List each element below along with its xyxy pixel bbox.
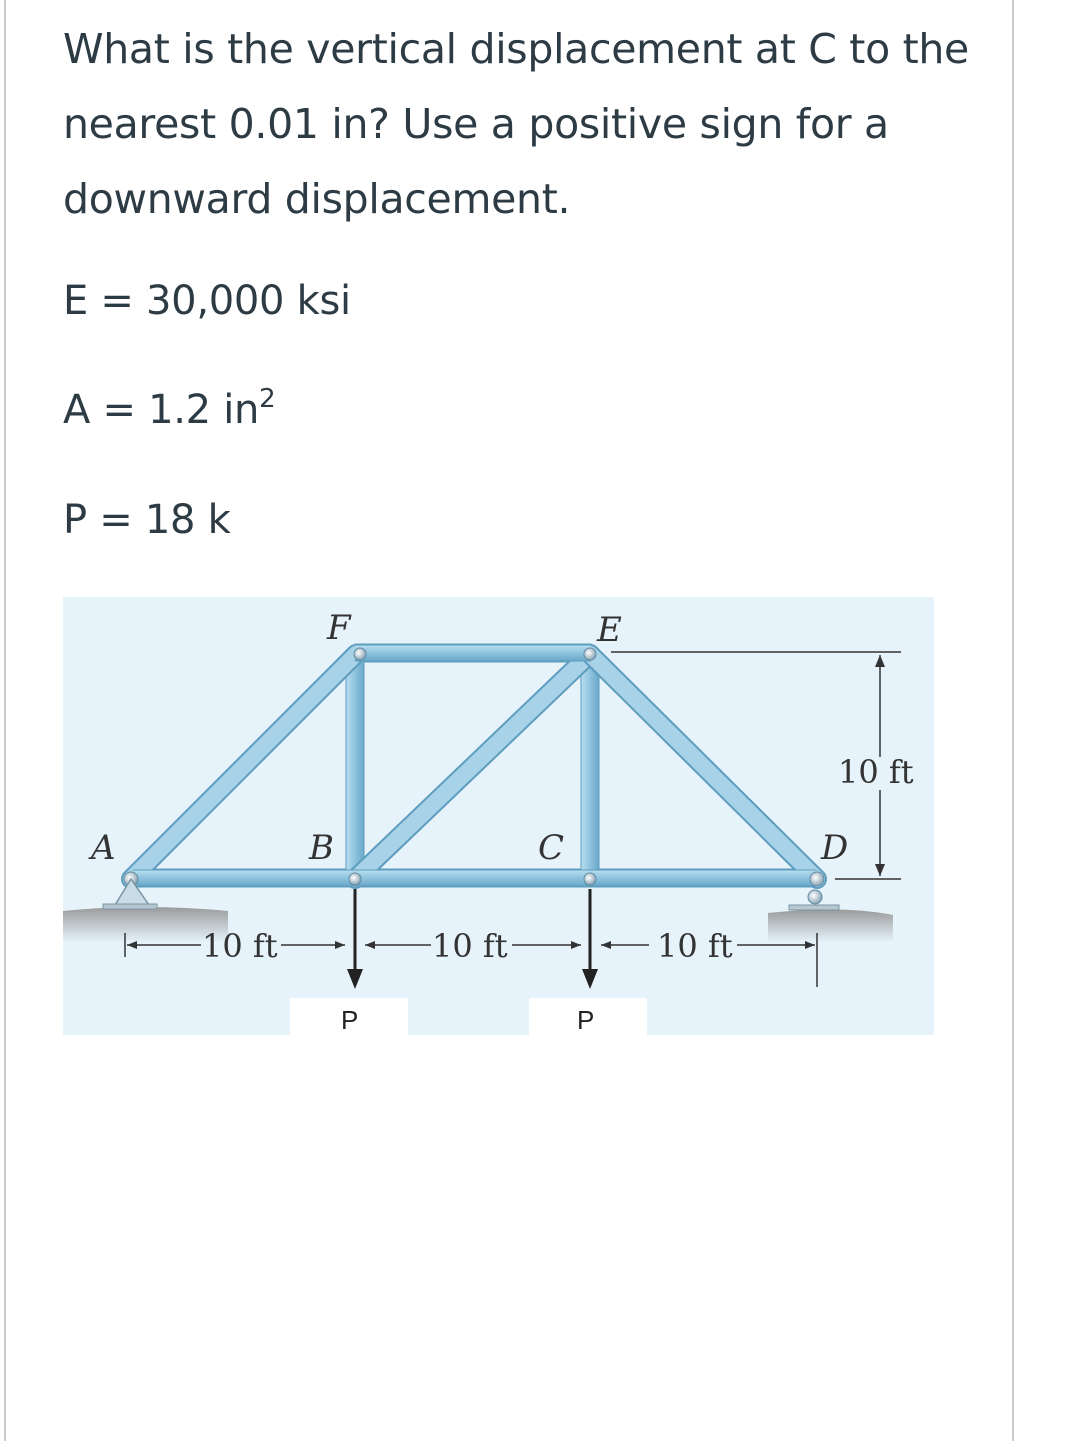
- dimension-label-height: 10 ft: [838, 753, 914, 791]
- joint-label-a: A: [91, 828, 116, 868]
- member-ce: [581, 655, 599, 879]
- load-label-c: P: [577, 1005, 595, 1035]
- given-load: P = 18 k: [63, 497, 231, 543]
- truss-figure: [63, 597, 934, 1035]
- question-text: What is the vertical displacement at C to the nearest 0.01 in? Use a positive sign for a downward displacement.: [63, 25, 969, 223]
- joint-label-d: D: [821, 828, 849, 868]
- given-area-exponent: 2: [259, 384, 276, 414]
- joint-label-e: E: [597, 610, 622, 650]
- dimension-label-ab: 10 ft: [202, 927, 278, 965]
- dimension-label-bc: 10 ft: [432, 927, 508, 965]
- joint-c-pin: [584, 873, 596, 885]
- left-border: [4, 0, 6, 1441]
- given-area-base: A = 1.2 in: [63, 387, 260, 433]
- joint-label-f: F: [327, 608, 351, 648]
- load-label-b: P: [341, 1005, 359, 1035]
- dimension-label-cd: 10 ft: [657, 927, 733, 965]
- joint-label-b: B: [309, 828, 334, 868]
- joint-d-pin: [810, 872, 824, 886]
- right-border: [1012, 0, 1014, 1441]
- given-modulus: E = 30,000 ksi: [63, 278, 351, 324]
- joint-e-pin: [584, 648, 596, 660]
- joint-b-pin: [349, 873, 361, 885]
- given-area: [63, 384, 276, 433]
- joint-f-pin: [354, 648, 366, 660]
- truss-diagram: [63, 597, 934, 1035]
- joint-label-c: C: [538, 828, 565, 868]
- member-bf: [346, 655, 364, 879]
- ground-right: [768, 909, 893, 942]
